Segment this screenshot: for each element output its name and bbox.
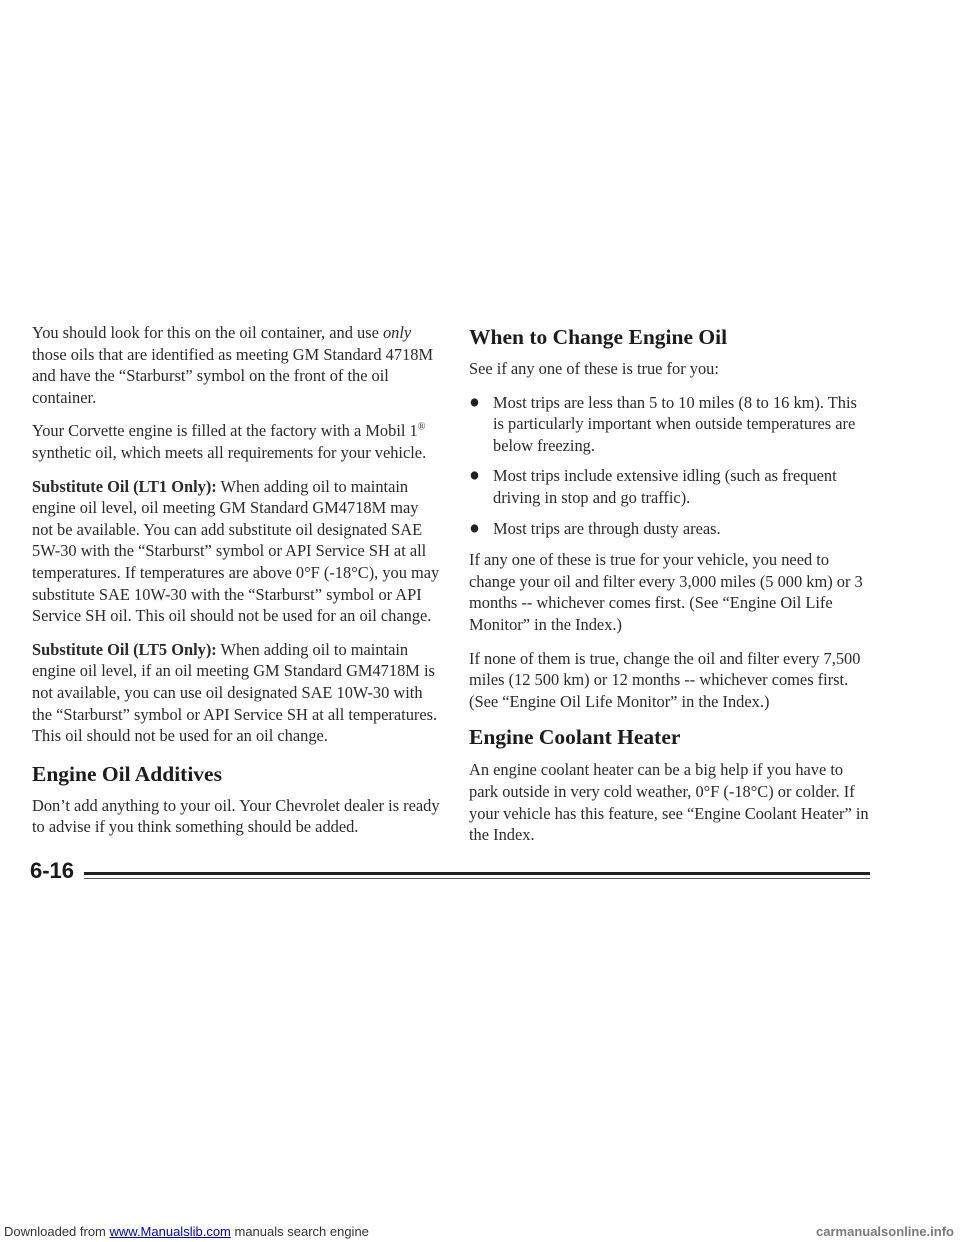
paragraph-if-none-true: If none of them is true, change the oil and filter every 7,500 miles (12 500 km) or 12 months -- whichever comes first. (See “Engine Oil Life Monitor” in the Index.) xyxy=(469,648,861,711)
list-item: Most trips include extensive idling (such as frequent driving in stop and go traffic). xyxy=(469,465,869,508)
label-substitute-lt1: Substitute Oil (LT1 Only): xyxy=(32,476,217,496)
manualslib-link[interactable]: www.Manualslib.com xyxy=(109,1224,231,1239)
heading-engine-coolant-heater: Engine Coolant Heater xyxy=(469,725,681,750)
paragraph-oil-container: You should look for this on the oil container, and use only those oils that are identified as meeting GM Standard 4718M and have the “Starburst” symbol on the front of the oil container. xyxy=(32,323,434,407)
registered-mark: ® xyxy=(417,421,426,433)
paragraph-if-any-true: If any one of these is true for your vehicle, you need to change your oil and filter every 3,000 miles (5 000 km) or 3 months -- whichever comes first. (See “Engine Oil Life Monitor” in the Index.) xyxy=(469,550,863,634)
label-substitute-lt5: Substitute Oil (LT5 Only): xyxy=(32,639,217,659)
watermark-left: Downloaded from www.Manualslib.com manuals search engine xyxy=(4,1224,369,1239)
list-item: Most trips are less than 5 to 10 miles (8 to 16 km). This is particularly important when outside temperatures are below freezing. xyxy=(469,392,869,457)
paragraph-factory-fill: Your Corvette engine is filled at the factory with a Mobil 1® synthetic oil, which meets all requirements for your vehicle. xyxy=(32,421,427,462)
paragraph-coolant-heater: An engine coolant heater can be a big help if you have to park outside in very cold weather, 0°F (-18°C) or colder. If your vehicle has this feature, see “Engine Coolant Heater” in the Index. xyxy=(469,760,869,845)
left-column xyxy=(32,322,442,850)
emphasis-only: only xyxy=(382,323,412,342)
bullet-icon xyxy=(470,524,479,533)
paragraph-substitute-lt5: Substitute Oil (LT5 Only): When adding oil to maintain engine oil level, if an oil meeting GM Standard GM4718M is not available, you can use oil designated SAE 10W-30 with the “Starburst” symbol or API Service SH at all temperatures. This oil should not be used for an oil change. xyxy=(32,639,438,746)
page-number: 6-16 xyxy=(30,858,75,883)
heading-when-to-change-oil: When to Change Engine Oil xyxy=(469,325,728,349)
conditions-list xyxy=(469,392,869,540)
right-column xyxy=(469,322,869,858)
bullet-icon xyxy=(470,398,479,407)
paragraph-substitute-lt1: Substitute Oil (LT1 Only): When adding oil to maintain engine oil level, oil meeting GM Standard GM4718M may not be available. You can add substitute oil designated SAE 5W-30 with the “Starburst” symbol or API Service SH at all temperatures. If temperatures are above 0°F (-18°C), you may substitute SAE 10W-30 with the “Starburst” symbol or API Service SH oil. This oil should not be used for an oil change. xyxy=(32,476,440,626)
footer-rule-thin xyxy=(84,878,870,879)
list-item: Most trips are through dusty areas. xyxy=(469,518,869,540)
heading-engine-oil-additives: Engine Oil Additives xyxy=(32,761,222,786)
footer-rule xyxy=(84,872,870,875)
paragraph-intro: See if any one of these is true for you: xyxy=(469,359,719,378)
watermark-right: carmanualsonline.info xyxy=(816,1224,954,1239)
download-watermark xyxy=(0,1222,960,1242)
paragraph-additives: Don’t add anything to your oil. Your Chevrolet dealer is ready to advise if you think something should be added. xyxy=(32,795,440,837)
bullet-icon xyxy=(470,471,479,480)
